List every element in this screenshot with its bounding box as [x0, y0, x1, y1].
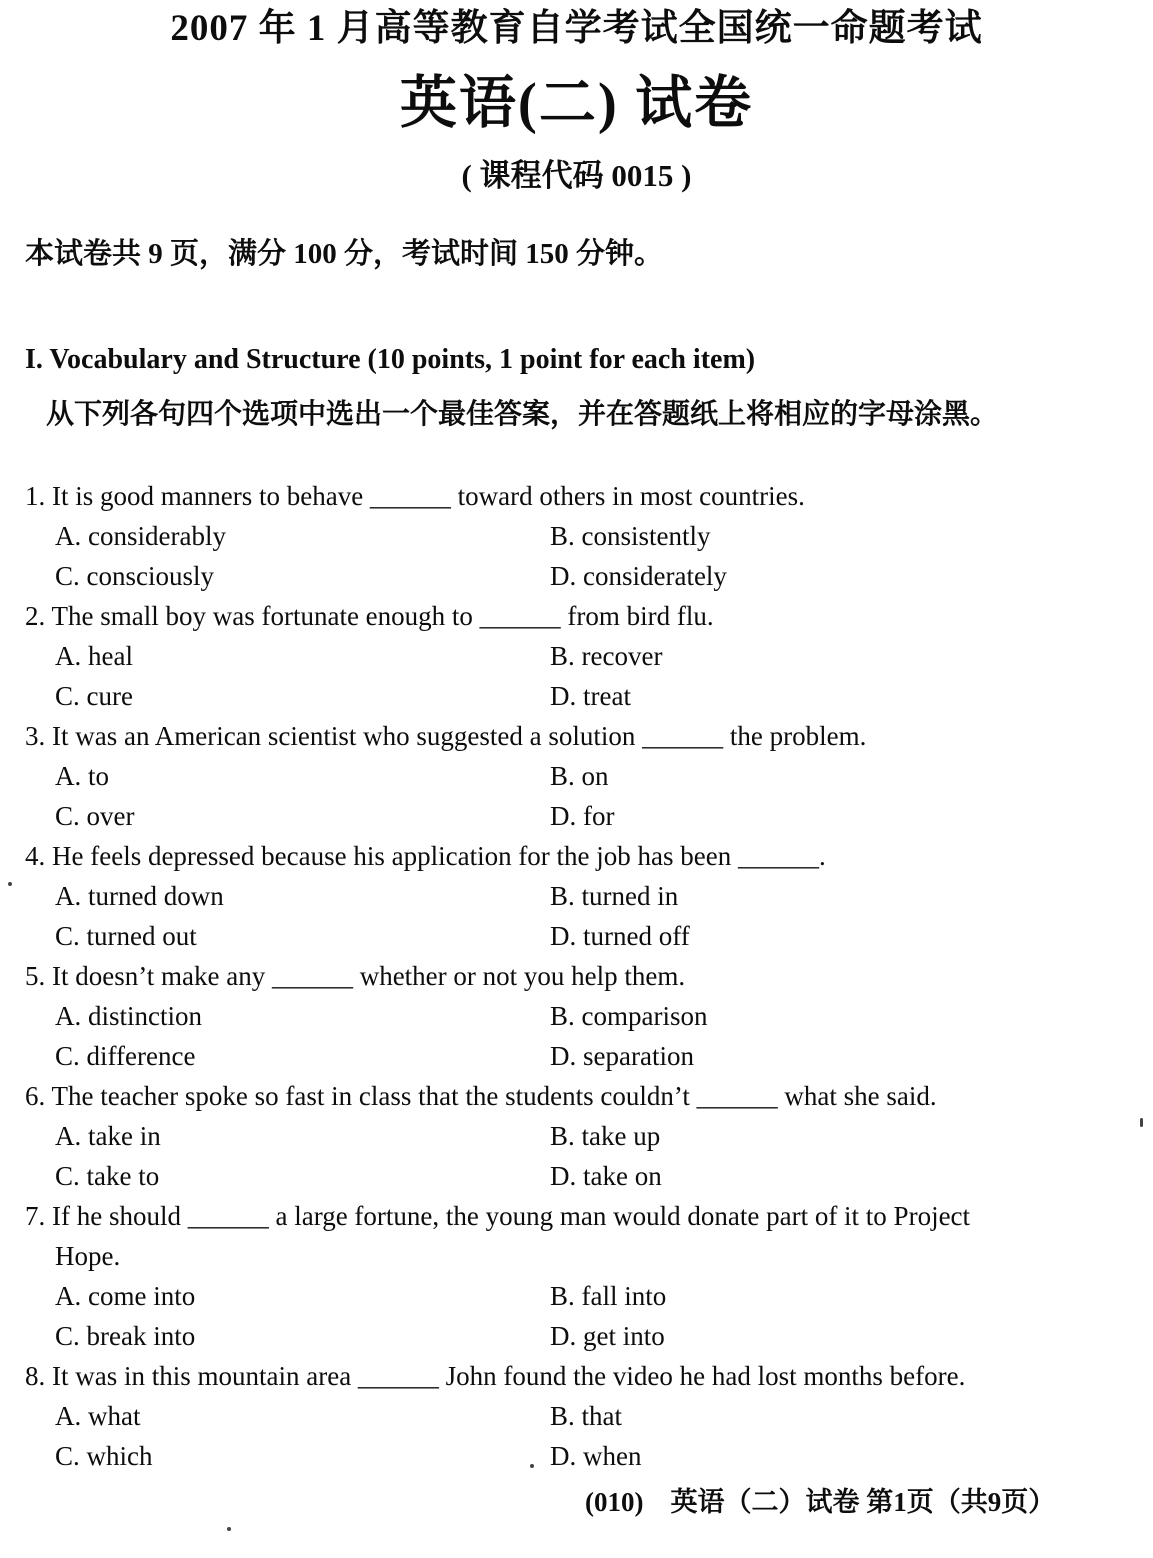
question-stem: 6. The teacher spoke so fast in class that the students couldn’t ______ what she said.: [25, 1081, 937, 1111]
option: C. turned out: [55, 921, 197, 951]
option: D. for: [550, 801, 615, 831]
question: [25, 716, 1125, 836]
paper-info: 本试卷共 9 页，满分 100 分，考试时间 150 分钟。: [25, 238, 664, 270]
question-stem: 3. It was an American scientist who suggested a solution ______ the problem.: [25, 721, 867, 751]
question-stem: 8. It was in this mountain area ______ John found the video he had lost months before.: [25, 1361, 966, 1391]
options-grid: [55, 1116, 1125, 1196]
option: A. turned down: [55, 881, 224, 911]
option: B. comparison: [550, 1001, 708, 1031]
option: A. what: [55, 1401, 141, 1431]
option: A. to: [55, 761, 109, 791]
course-code: ( 课程代码 0015 ): [461, 158, 692, 193]
option: D. when: [550, 1441, 642, 1471]
options-grid: [55, 876, 1125, 956]
option: D. turned off: [550, 921, 690, 951]
option: A. take in: [55, 1121, 161, 1151]
option: C. difference: [55, 1041, 196, 1071]
options-grid: [55, 1276, 1125, 1356]
options-grid: [55, 996, 1125, 1076]
section-instruction: 从下列各句四个选项中选出一个最佳答案，并在答题纸上将相应的字母涂黑。: [46, 399, 999, 430]
page-footer: (010) 英语（二）试卷 第1页（共9页）: [585, 1487, 1056, 1517]
scan-speck: [8, 882, 12, 886]
question-stem: 5. It doesn’t make any ______ whether or not you help them.: [25, 961, 686, 991]
option: A. distinction: [55, 1001, 202, 1031]
question: [25, 1196, 1125, 1356]
option: A. come into: [55, 1281, 196, 1311]
question-stem: 1. It is good manners to behave ______ toward others in most countries.: [25, 481, 805, 511]
exam-title: 2007 年 1 月高等教育自学考试全国统一命题考试: [170, 8, 983, 49]
question: [25, 1076, 1125, 1196]
option: C. which: [55, 1441, 153, 1471]
scan-speck: [530, 1464, 534, 1468]
option: B. recover: [550, 641, 663, 671]
option: C. take to: [55, 1161, 160, 1191]
questions-list: [0, 476, 1153, 1476]
question: [25, 1356, 1125, 1476]
question-stem: 4. He feels depressed because his application for the job has been ______.: [25, 841, 826, 871]
option: A. heal: [55, 641, 133, 671]
question: [25, 596, 1125, 716]
option: C. consciously: [55, 561, 214, 591]
scan-speck: [227, 1527, 231, 1531]
option: D. considerately: [550, 561, 727, 591]
option: C. cure: [55, 681, 133, 711]
option: D. take on: [550, 1161, 662, 1191]
option: B. fall into: [550, 1281, 667, 1311]
option: D. get into: [550, 1321, 665, 1351]
option: A. considerably: [55, 521, 226, 551]
question: [25, 476, 1125, 596]
question-stem-continued: Hope.: [55, 1241, 121, 1271]
options-grid: [55, 1396, 1125, 1476]
question-stem: 2. The small boy was fortunate enough to ______ from bird flu.: [25, 601, 714, 631]
section-heading: I. Vocabulary and Structure (10 points, 1 point for each item): [25, 344, 756, 375]
question: [25, 836, 1125, 956]
option: D. treat: [550, 681, 631, 711]
option: D. separation: [550, 1041, 694, 1071]
option: C. over: [55, 801, 135, 831]
exam-subject-title: 英语(二) 试卷: [399, 72, 754, 135]
options-grid: [55, 636, 1125, 716]
question: [25, 956, 1125, 1076]
option: B. turned in: [550, 881, 679, 911]
option: C. break into: [55, 1321, 196, 1351]
scan-speck: [1140, 1118, 1143, 1127]
option: B. consistently: [550, 521, 711, 551]
question-stem: 7. If he should ______ a large fortune, the young man would donate part of it to Project: [25, 1201, 971, 1231]
options-grid: [55, 756, 1125, 836]
option: B. on: [550, 761, 609, 791]
options-grid: [55, 516, 1125, 596]
option: B. that: [550, 1401, 622, 1431]
option: B. take up: [550, 1121, 661, 1151]
